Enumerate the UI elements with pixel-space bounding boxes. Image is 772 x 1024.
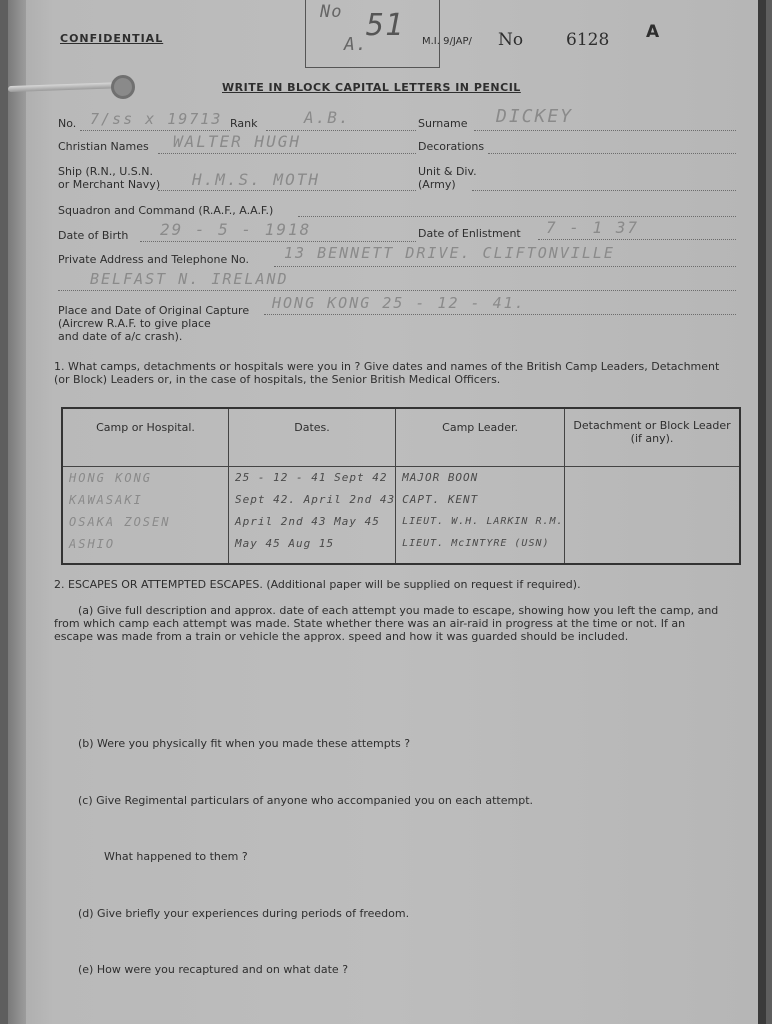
- serial-number: 6128: [566, 30, 610, 50]
- section2-b: (b) Were you physically fit when you made these attempts ?: [78, 737, 411, 750]
- ship-label-line2: or Merchant Navy): [58, 178, 161, 191]
- section1-question-line2: (or Block) Leaders or, in the case of hospitals, the Senior British Medical Officers.: [54, 373, 501, 386]
- rank-label: Rank: [230, 117, 258, 130]
- address-value-line2: BELFAST N. IRELAND: [90, 270, 289, 288]
- leader-column-header: Camp Leader.: [396, 408, 565, 467]
- ship-value: H.M.S. MOTH: [192, 170, 320, 189]
- binder-edge: [758, 0, 766, 1024]
- capture-label-line1: Place and Date of Original Capture: [58, 304, 250, 317]
- page-edge: [8, 0, 26, 1024]
- section2-a-line2: from which camp each attempt was made. State whether there was an air-raid in progress at the time or not. If an: [54, 617, 686, 630]
- table-row: ASHIO: [69, 537, 116, 551]
- no-label: No.: [58, 117, 77, 130]
- detachment-column-header: Detachment or Block Leader (if any).: [565, 408, 740, 467]
- section2-heading: 2. ESCAPES OR ATTEMPTED ESCAPES. (Additional paper will be supplied on request if required).: [54, 578, 581, 591]
- serial-suffix: A: [646, 22, 660, 42]
- dates-column-header: Dates.: [229, 408, 396, 467]
- stamp-number: 51: [366, 8, 405, 43]
- camp-column-header: Camp or Hospital.: [62, 408, 229, 467]
- confidential-label: CONFIDENTIAL: [60, 32, 164, 45]
- section2-d: (d) Give briefly your experiences during periods of freedom.: [78, 907, 410, 920]
- table-row: May 45 Aug 15: [235, 537, 335, 550]
- capture-label-line2: (Aircrew R.A.F. to give place: [58, 317, 211, 330]
- table-row: OSAKA ZOSEN: [69, 515, 171, 529]
- enlistment-value: 7 - 1 37: [546, 218, 640, 237]
- stamp-letter: A.: [344, 34, 368, 55]
- section2-e: (e) How were you recaptured and on what date ?: [78, 963, 349, 976]
- camps-cell: [62, 467, 229, 565]
- table-row: HONG KONG: [69, 471, 153, 485]
- ship-label-line1: Ship (R.N., U.S.N.: [58, 165, 153, 178]
- capture-label-line3: and date of a/c crash).: [58, 330, 183, 343]
- dates-cell: [229, 467, 396, 565]
- capture-value: HONG KONG 25 - 12 - 41.: [272, 294, 526, 312]
- section2-c: (c) Give Regimental particulars of anyone who accompanied you on each attempt.: [78, 794, 534, 807]
- detachment-cell: [565, 467, 740, 565]
- number-label: No: [498, 30, 524, 50]
- table-row: MAJOR BOON: [402, 471, 479, 484]
- stamp-no: No: [320, 2, 343, 22]
- section1-question-line1: 1. What camps, detachments or hospitals were you in ? Give dates and names of the British Camp Leaders, Detachment: [54, 360, 720, 373]
- table-row: LIEUT. W.H. LARKIN R.M.: [402, 516, 564, 527]
- christian-names-value: WALTER HUGH: [173, 132, 301, 151]
- table-row: 25 - 12 - 41 Sept 42: [235, 471, 388, 484]
- unit-label-line1: Unit & Div.: [418, 165, 477, 178]
- ref-label: M.I. 9/JAP/: [422, 36, 472, 47]
- stamp-box: [305, 0, 440, 68]
- section2-c-sub: What happened to them ?: [104, 850, 248, 863]
- punch-hole-grommet: [111, 75, 135, 99]
- section2-a-line1: (a) Give full description and approx. date of each attempt you made to escape, showing how you left the camp, and: [78, 604, 719, 617]
- table-row: April 2nd 43 May 45: [235, 515, 380, 528]
- surname-value: DICKEY: [496, 106, 574, 127]
- unit-label-line2: (Army): [418, 178, 456, 191]
- table-row: CAPT. KENT: [402, 493, 479, 506]
- date-of-birth-label: Date of Birth: [58, 229, 129, 242]
- instruction-heading: WRITE IN BLOCK CAPITAL LETTERS IN PENCIL: [222, 81, 521, 94]
- address-label: Private Address and Telephone No.: [58, 253, 249, 266]
- squadron-label: Squadron and Command (R.A.F., A.A.F.): [58, 204, 274, 217]
- section2-a-line3: escape was made from a train or vehicle the approx. speed and how it was guarded should be included.: [54, 630, 629, 643]
- camps-table: [61, 407, 741, 565]
- decorations-label: Decorations: [418, 140, 485, 153]
- leaders-cell: [396, 467, 565, 565]
- address-value-line1: 13 BENNETT DRIVE. CLIFTONVILLE: [284, 244, 615, 262]
- service-number-value: 7/ss x 19713: [90, 110, 223, 128]
- surname-label: Surname: [418, 117, 468, 130]
- table-row: KAWASAKI: [69, 493, 143, 507]
- christian-names-label: Christian Names: [58, 140, 149, 153]
- table-row: Sept 42. April 2nd 43: [235, 493, 396, 506]
- date-of-birth-value: 29 - 5 - 1918: [160, 220, 312, 239]
- enlistment-label: Date of Enlistment: [418, 227, 521, 240]
- rank-value: A.B.: [304, 108, 351, 127]
- table-row: LIEUT. McINTYRE (USN): [402, 538, 550, 549]
- document-page: [8, 0, 766, 1024]
